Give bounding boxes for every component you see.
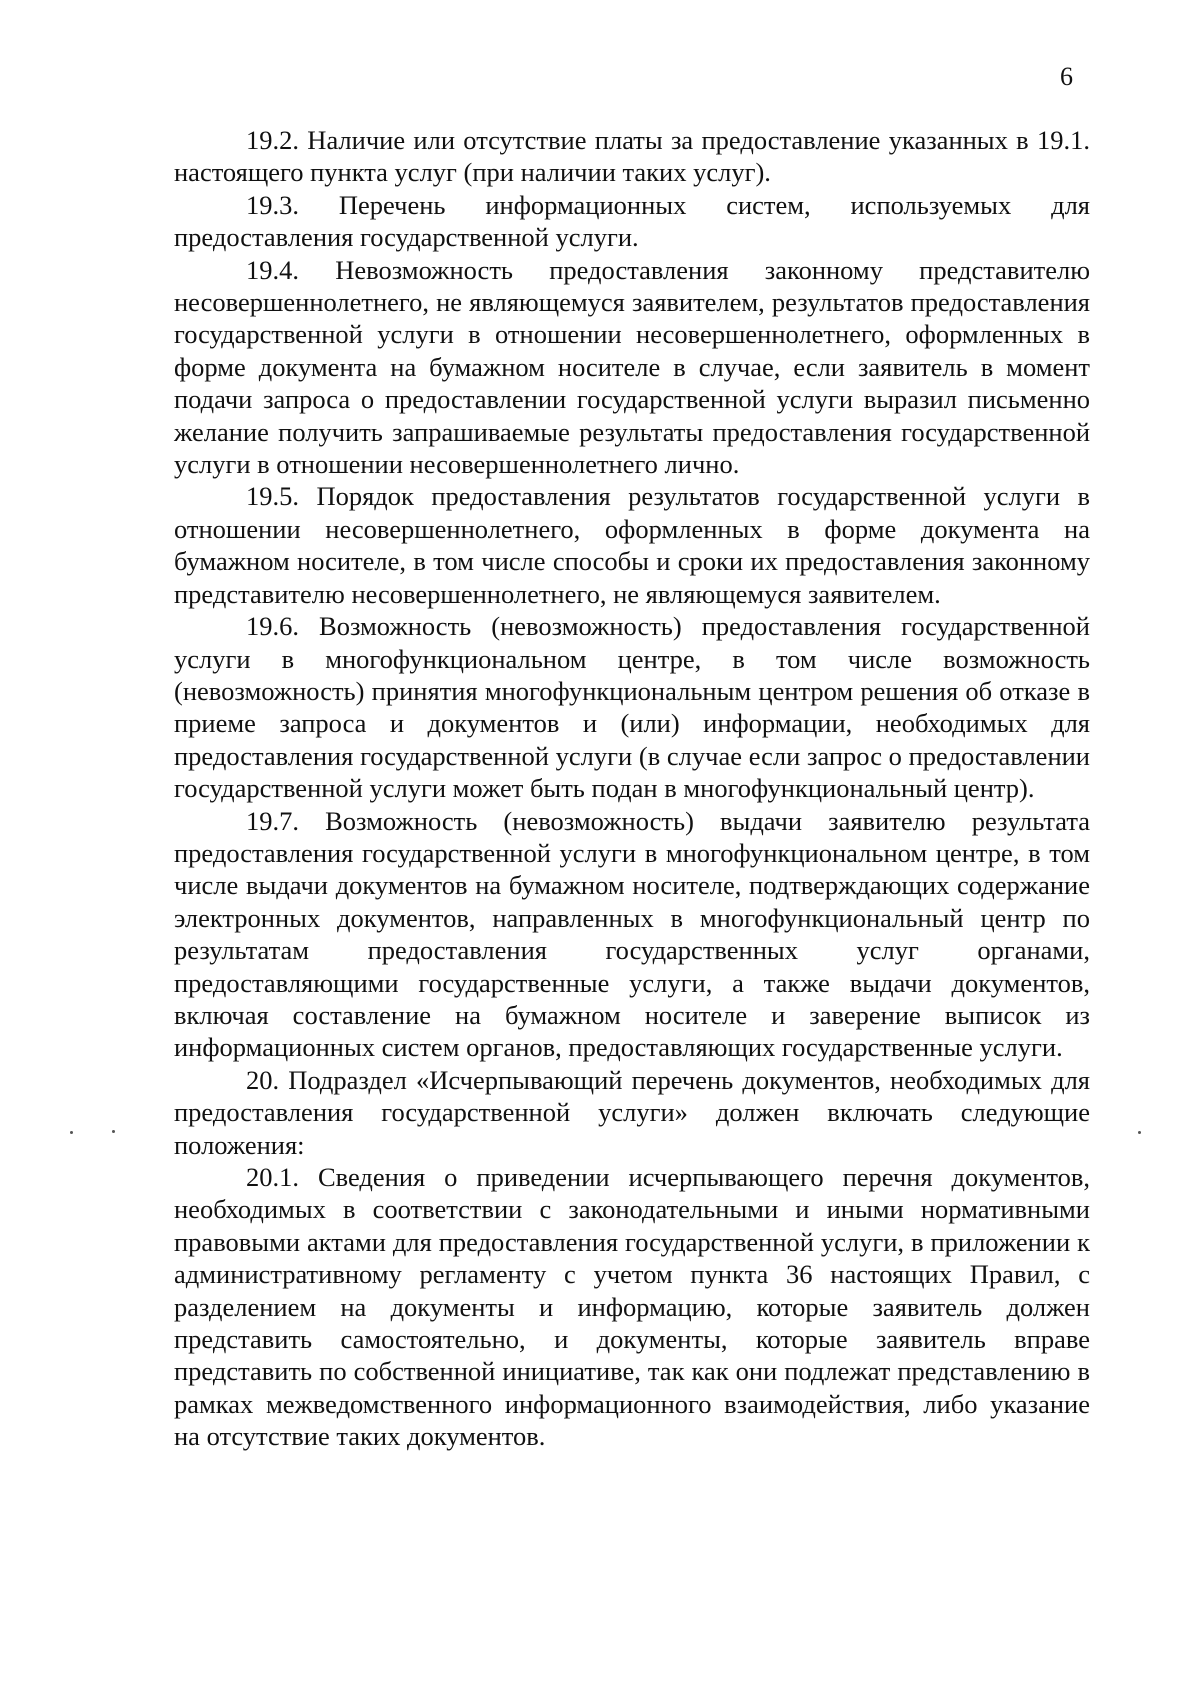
document-body: [174, 124, 1090, 1453]
scan-speck-left-2: [112, 1130, 115, 1133]
paragraph-20: 20. Подраздел «Исчерпывающий перечень документов, необходимых для предоставления государственной услуги» должен включать следующие положения:: [174, 1064, 1090, 1160]
scan-speck-right: [1138, 1131, 1141, 1134]
paragraph-19-3: 19.3. Перечень информационных систем, используемых для предоставления государственной услуги.: [174, 189, 1090, 253]
paragraph-19-6: 19.6. Возможность (невозможность) предоставления государственной услуги в многофункциональном центре, в том числе возможность (невозможность) принятия многофункциональным центром решения об отказе в приеме запроса и документов и (или) информации, необходимых для предоставления государственной услуги (в случае если запрос о предоставлении государственной услуги может быть подан в многофункциональный центр).: [174, 611, 1090, 804]
paragraph-19-5: 19.5. Порядок предоставления результатов государственной услуги в отношении несовершеннолетнего, оформленных в форме документа на бумажном носителе, в том числе способы и сроки их предоставления законному представителю несовершеннолетнего, не являющемуся заявителем.: [174, 481, 1090, 609]
page-number: 6: [1060, 62, 1073, 91]
paragraph-19-7: 19.7. Возможность (невозможность) выдачи заявителю результата предоставления государственной услуги в многофункциональном центре, в том числе выдачи документов на бумажном носителе, подтверждающих содержание электронных документов, направленных в многофункциональный центр по результатам предоставления государственных услуг органами, предоставляющими государственные услуги, а также выдачи документов, включая составление на бумажном носителе и заверение выписок из информационных систем органов, предоставляющих государственные услуги.: [174, 805, 1090, 1063]
paragraph-19-2: 19.2. Наличие или отсутствие платы за предоставление указанных в 19.1. настоящего пункта услуг (при наличии таких услуг).: [174, 125, 1090, 188]
paragraph-20-1: 20.1. Сведения о приведении исчерпывающего перечня документов, необходимых в соответствии с законодательными и иными нормативными правовыми актами для предоставления государственной услуги, в приложении к административному регламенту с учетом пункта 36 настоящих Правил, с разделением на документы и информацию, которые заявитель должен представить самостоятельно, и документы, которые заявитель вправе представить по собственной инициативе, так как они подлежат представлению в рамках межведомственного информационного взаимодействия, либо указание на отсутствие таких документов.: [174, 1162, 1090, 1452]
scan-speck-left-1: [70, 1131, 73, 1134]
paragraph-19-4: 19.4. Невозможность предоставления законному представителю несовершеннолетнего, не являющемуся заявителем, результатов предоставления государственной услуги в отношении несовершеннолетнего, оформленных в форме документа на бумажном носителе в случае, если заявитель в момент подачи запроса о предоставлении государственной услуги выразил письменно желание получить запрашиваемые результаты предоставления государственной услуги в отношении несовершеннолетнего лично.: [174, 254, 1090, 480]
